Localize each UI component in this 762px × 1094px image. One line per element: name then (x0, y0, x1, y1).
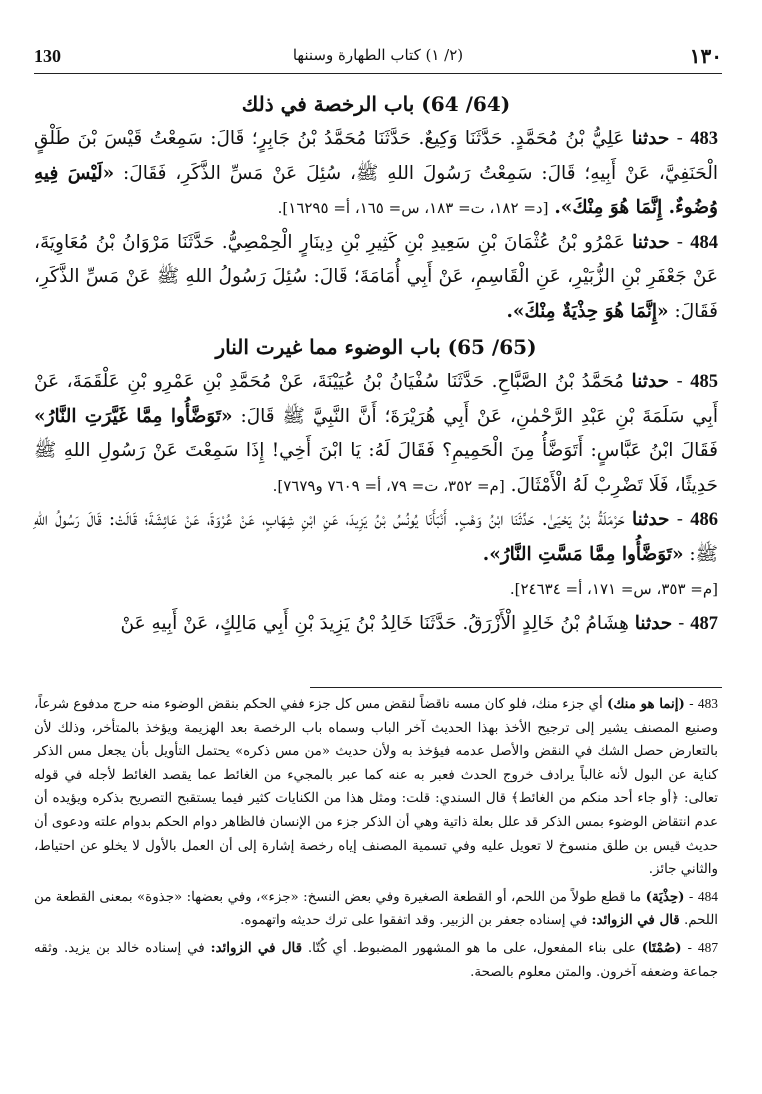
hadith-number: 485 (690, 372, 718, 392)
footnote-number: 487 (697, 939, 719, 955)
page-number-arabic: ١٣٠ (689, 44, 722, 68)
footnote-number: 484 (697, 888, 718, 904)
hadith-opener: حدثنا (634, 612, 673, 634)
footnotes (34, 692, 718, 987)
footnote-text-continued: في إسناده جعفر بن الزبير. وقد اتفقوا على ترك حديثه واتهموه. (240, 913, 588, 929)
hadith-text: عَمْرُو بْنُ عُثْمَانَ بْنِ سَعِيدِ بْنِ كَثِيرِ بْنِ دِينَارٍ الْحِمْصِيُّ. حَدَّثَنَا مَرْوَانُ بْنُ مُعَاوِيَةَ، عَنْ جَعْفَرِ بْنِ الزُّبَيْرِ، عَنِ الْقَاسِمِ، عَنْ أَبِي أُمَامَةَ؛ قَالَ: سُئِلَ رَسُولُ اللهِ ﷺ عَنْ مَسِّ الذَّكَرِ، فَقَالَ: (34, 231, 718, 322)
hadith-number: 483 (690, 129, 718, 149)
footnote-lead: (إنما هو منك) (607, 696, 685, 712)
running-title: (٢/ ١) كتاب الطهارة وسننها (292, 46, 464, 64)
hadith-references: [م= ٣٥٢، ت= ٧٩، أ= ٧٦٠٩ و٧٦٧٩]. (272, 476, 505, 495)
hadith-references: [د= ١٨٢، ت= ١٨٣، س= ١٦٥، أ= ١٦٢٩٥]. (277, 199, 549, 217)
hadith-484: 484 - حدثنا عَمْرُو بْنُ عُثْمَانَ بْنِ سَعِيدِ بْنِ كَثِيرِ بْنِ دِينَارٍ الْحِمْصِيُّ. حَدَّثَنَا مَرْوَانُ بْنُ مُعَاوِيَةَ، عَنْ جَعْفَرِ بْنِ الزُّبَيْرِ، عَنِ الْقَاسِمِ، عَنْ أَبِي أُمَامَةَ؛ قَالَ: سُئِلَ رَسُولُ اللهِ ﷺ عَنْ مَسِّ الذَّكَرِ، فَقَالَ: «إِنَّمَا هُوَ حِذْيَةٌ مِنْكَ». (34, 231, 718, 322)
footnote-label: قال في الزوائد: (210, 939, 302, 956)
footnote-rule (310, 687, 722, 688)
footnote-487: 487 - (صُمْتَا) على بناء المفعول، على ما هو المشهور المضبوط. أي كُتّا. قال في الزوائد: في إسناده خالد بن يزيد. وثقه جماعة وضعفه آخرون. والمتن معلوم بالصحة. (34, 939, 719, 980)
hadith-number: 487 (690, 613, 718, 634)
hadith-opener: حدثنا (631, 509, 670, 530)
hadith-quote: «تَوَضَّأُوا مِمَّا غَيَّرَتِ النَّارُ» (34, 405, 233, 427)
footnote-483: 483 - (إنما هو منك) أي جزء منك، فلو كان مسه ناقضاً لنقض مس كل جزء ففي الحكم بنقض الوضوء منه حرج مدفوع شرعاً، وصنيع المصنف يشير إلى ترجيح الأخذ بهذا الحديث آخر الباب وسماه باب الرخصة بعد الهزيمة ويؤخذ بالمتأخر، وذلك لأن بالتعارض حصل الشك في النقض والأصل عدمه فيؤخذ به ولأن حديث «من مس ذكره» يحتمل التأويل بأن يجعل مس الذكر كناية عن البول لأنه غالباً يرادف خروج الحدث فعبر به عنه كما عبر بالمجيء من الغائط عما يقصد الغائط لأجله في قوله تعالى: ﴿أو جاء أحد منكم من الغائط﴾ قال السندي: قلت: ومثل هذا من الكنايات كثير فيما يستقبح التصريح بذكره ويؤيده أن عدم انتقاض الوضوء بمس الذكر قد علل بعلة ذاتية وهي أن الذكر جزء من الإنسان فالظاهر دوام الحكم بدوام علته ودعوى أن حديث قيس بن طلق منسوخ لا تعويل عليه وفي تسمية المصنف إياه رخصة إشارة إلى أن العمل بالأول لا يخلو عن احتياط، والثاني جائز. (34, 696, 718, 878)
hadith-483: 483 - حدثنا عَلِيُّ بْنُ مُحَمَّدٍ. حَدَّثَنَا وَكِيعٌ. حَدَّثَنَا مُحَمَّدُ بْنُ جَابِرٍ؛ قَالَ: سَمِعْتُ قَيْسَ بْنَ طَلْقٍ الْحَنَفِيَّ، عَنْ أَبِيهِ؛ قَالَ: سَمِعْتُ رَسُولَ اللهِ ﷺ، سُئِلَ عَنْ مَسِّ الذَّكَرِ، فَقَالَ: «لَيْسَ فِيهِ وُضُوءٌ. إِنَّمَا هُوَ مِنْكَ». [د= ١٨٢، ت= ١٨٣، س= ١٦٥، أ= ١٦٢٩٥]. (34, 128, 718, 218)
hadith-opener: حدثنا (632, 231, 670, 253)
hadith-references: [م= ٣٥٣، س= ١٧١، أ= ٢٤٦٣٤]. (509, 580, 718, 598)
hadith-quote: «إِنَّمَا هُوَ حِذْيَةٌ مِنْكَ». (506, 300, 669, 322)
header-rule (34, 73, 722, 74)
footnote-number: 483 (697, 696, 718, 711)
hadith-text: حَرْمَلَةُ بْنُ يَحْيَىٰ. حَدَّثَنَا ابْنُ وَهْبٍ. أَنْبَأَنَا يُونُسُ بْنُ يَزِيدَ، عَنِ ابْنِ شِهَابٍ، عَنْ عُرْوَةَ، عَنْ عَائِشَةَ؛ قَالَتْ: قَالَ رَسُولُ اللهِ ﷺ: (34, 509, 718, 565)
footnote-text-continued: في إسناده خالد بن يزيد. وثقه جماعة وضعفه آخرون. والمتن معلوم بالصحة. (34, 940, 718, 980)
hadith-opener: حدثنا (631, 371, 669, 392)
page-number-latin: 130 (34, 46, 61, 66)
hadith-text: هِشَامُ بْنُ خَالِدٍ الْأَزْرَقُ. حَدَّثَنَا خَالِدُ بْنُ يَزِيدَ بْنِ أَبِي مَالِكٍ، عَنْ أَبِيهِ عَنْ (120, 612, 629, 634)
footnote-text: أي جزء منك، فلو كان مسه ناقضاً لنقض مس كل جزء ففي الحكم بنقض الوضوء منه حرج مدفوع شرعاً، وصنيع المصنف يشير إلى ترجيح الأخذ بهذا الحديث آخر الباب وسماه باب الرخصة بعد الهزيمة ويؤخذ بالمتأخر، وذلك لأن بالتعارض حصل الشك في النقض والأصل عدمه فيؤخذ به ولأن حديث «من مس ذكره» يحتمل التأويل بأن يجعل مس الذكر كناية عن البول لأنه غالباً يرادف خروج الحدث فعبر به عنه كما عبر بالمجيء من الغائط عما يقصد الغائط لأجله في قوله تعالى: ﴿أو جاء أحد منكم من الغائط﴾ قال السندي: قلت: ومثل هذا من الكنايات كثير فيما يستقبح التصريح بذكره ويؤيده أن عدم انتقاض الوضوء بمس الذكر قد علل بعلة ذاتية وهي أن الذكر جزء من الإنسان فالظاهر دوام الحكم بدوام علته ودعوى أن حديث قيس بن طلق منسوخ لا تعويل عليه وفي تسمية المصنف إياه رخصة إشارة إلى أن العمل بالأول لا يخلو عن احتياط، والثاني جائز. (34, 697, 718, 878)
footnote-text: ما قطع طولاً من اللحم، أو القطعة الصغيرة وفي بعض النسخ: «جزء»، وفي بعضها: «جذوة» بمعنى القطعة من اللحم. (34, 889, 718, 929)
footnote-484: 484 - (حِذْيَة) ما قطع طولاً من اللحم، أو القطعة الصغيرة وفي بعض النسخ: «جزء»، وفي بعضها: «جذوة» بمعنى القطعة من اللحم. قال في الزوائد: في إسناده جعفر بن الزبير. وقد اتفقوا على ترك حديثه واتهموه. (34, 888, 718, 929)
hadith-quote: «لَيْسَ فِيهِ وُضُوءٌ. إِنَّمَا هُوَ مِنْكَ». (34, 162, 718, 218)
hadith-text-continued: فَقَالَ ابْنُ عَبَّاسٍ: أَتَوَضَّأُ مِنَ الْحَمِيمِ؟ فَقَالَ لَهُ: يَا ابْنَ أَخِي! إِذَا سَمِعْتَ عَنْ رَسُولِ اللهِ ﷺ حَدِيثًا، فَلَا تَضْرِبْ لَهُ الْأَمْثَالَ. (34, 440, 718, 496)
footnote-label: قال في الزوائد: (591, 912, 680, 929)
footnote-text: على بناء المفعول، على ما هو المشهور المضبوط. أي كُتّا. (307, 940, 636, 956)
hadith-number: 486 (690, 510, 718, 530)
hadith-486: 486 - حدثنا حَرْمَلَةُ بْنُ يَحْيَىٰ. حَدَّثَنَا ابْنُ وَهْبٍ. أَنْبَأَنَا يُونُسُ بْنُ يَزِيدَ، عَنِ ابْنِ شِهَابٍ، عَنْ عُرْوَةَ، عَنْ عَائِشَةَ؛ قَالَتْ: قَالَ رَسُولُ اللهِ ﷺ: «تَوَضَّأُوا مِمَّا مَسَّتِ النَّارُ». (34, 509, 718, 565)
footnote-lead: (صُمْتَا) (641, 939, 682, 956)
page-header (34, 42, 722, 72)
chapter-title: (65/ 65) باب الوضوء مما غيرت النار (215, 335, 537, 359)
hadith-number: 484 (690, 232, 718, 253)
hadith-485: 485 - حدثنا مُحَمَّدُ بْنُ الصَّبَّاحِ. حَدَّثَنَا سُفْيَانُ بْنُ عُيَيْنَةَ، عَنْ مُحَمَّدِ بْنِ عَمْرِو بْنِ عَلْقَمَةَ، عَنْ أَبِي سَلَمَةَ بْنِ عَبْدِ الرَّحْمٰنِ، عَنْ أَبِي هُرَيْرَةَ؛ أَنَّ النَّبِيَّ ﷺ قَالَ: «تَوَضَّأُوا مِمَّا غَيَّرَتِ النَّارُ» فَقَالَ ابْنُ عَبَّاسٍ: أَتَوَضَّأُ مِنَ الْحَمِيمِ؟ فَقَالَ لَهُ: يَا ابْنَ أَخِي! إِذَا سَمِعْتَ عَنْ رَسُولِ اللهِ ﷺ حَدِيثًا، فَلَا تَضْرِبْ لَهُ الْأَمْثَالَ. [م= ٣٥٢، ت= ٧٩، أ= ٧٦٠٩ و٧٦٧٩]. (34, 371, 718, 496)
hadith-opener: حدثنا (631, 128, 670, 149)
main-text (34, 86, 718, 641)
hadith-487: 487 - حدثنا هِشَامُ بْنُ خَالِدٍ الْأَزْرَقُ. حَدَّثَنَا خَالِدُ بْنُ يَزِيدَ بْنِ أَبِي مَالِكٍ، عَنْ أَبِيهِ عَنْ (120, 612, 718, 634)
footnote-lead: (حِذْيَة) (645, 888, 685, 905)
hadith-quote: «تَوَضَّأُوا مِمَّا مَسَّتِ النَّارُ». (482, 543, 684, 565)
hadith-486-refs-line (34, 572, 718, 607)
hadith-text: مُحَمَّدُ بْنُ الصَّبَّاحِ. حَدَّثَنَا سُفْيَانُ بْنُ عُيَيْنَةَ، عَنْ مُحَمَّدِ بْنِ عَمْرِو بْنِ عَلْقَمَةَ، عَنْ أَبِي سَلَمَةَ بْنِ عَبْدِ الرَّحْمٰنِ، عَنْ أَبِي هُرَيْرَةَ؛ أَنَّ النَّبِيَّ ﷺ قَالَ: (34, 371, 718, 427)
hadith-text: عَلِيُّ بْنُ مُحَمَّدٍ. حَدَّثَنَا وَكِيعٌ. حَدَّثَنَا مُحَمَّدُ بْنُ جَابِرٍ؛ قَالَ: سَمِعْتُ قَيْسَ بْنَ طَلْقٍ الْحَنَفِيَّ، عَنْ أَبِيهِ؛ قَالَ: سَمِعْتُ رَسُولَ اللهِ ﷺ، سُئِلَ عَنْ مَسِّ الذَّكَرِ، فَقَالَ: (34, 128, 718, 184)
chapter-title: (64/ 64) باب الرخصة في ذلك (241, 92, 511, 116)
